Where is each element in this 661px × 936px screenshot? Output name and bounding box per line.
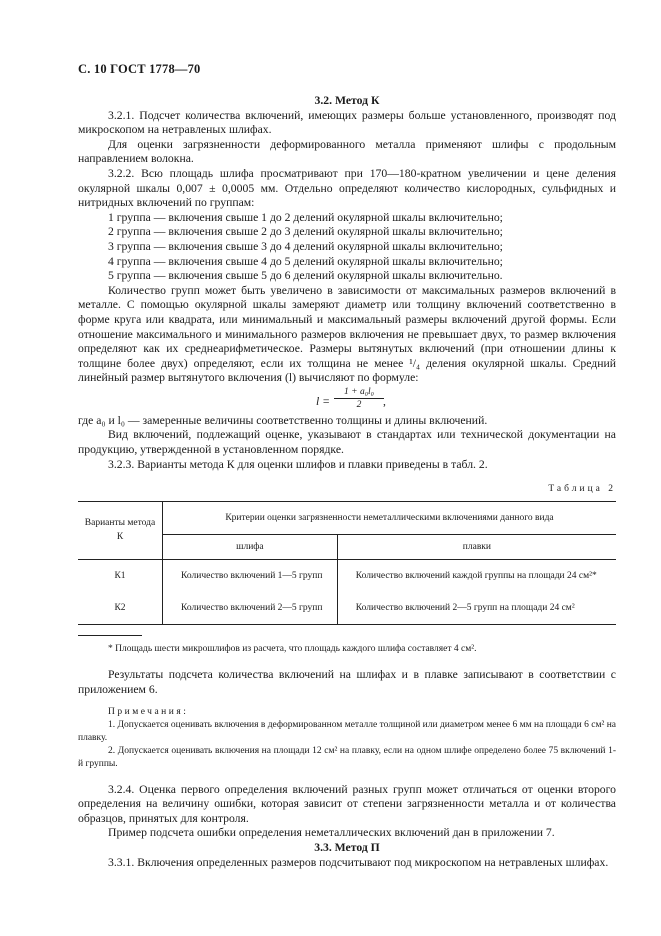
table-2: [78, 501, 616, 625]
table-row: [78, 592, 616, 625]
formula: [78, 386, 616, 414]
paragraph-3-2-4: 3.2.4. Оценка первого определения включений разных групп может отличаться от оценки второго определения на величину ошибки, которая зависит от степени загрязненности металла и от количества образцов, принятых для контроля.: [78, 782, 616, 825]
paragraph-example: Пример подсчета ошибки определения неметаллических включений дан в приложении 7.: [108, 826, 555, 840]
note-item: 1. Допускается оценивать включения в деформированном металле толщиной или диаметром менее 6 мм на площади 6 см² на плавку.: [78, 719, 616, 743]
group-item: 1 группа — включения свыше 1 до 2 делений окулярной шкалы включительно;: [108, 210, 503, 224]
paragraph-results: Результаты подсчета количества включений на шлифах и в плавке записывают в соответствии с приложением 6.: [78, 668, 616, 697]
table-footnote: * Площадь шести микрошлифов из расчета, что площадь каждого шлифа составляет 4 см².: [108, 643, 477, 654]
table-caption: Таблица 2: [548, 484, 616, 495]
header-criteria: Критерии оценки загрязненности неметаллическими включениями данного вида: [163, 501, 617, 534]
formula-comma: ,: [383, 394, 386, 408]
cell-variant: К2: [114, 602, 126, 613]
notes-block: [78, 706, 616, 771]
paragraph-where: где a₀ и l₀ — замеренные величины соответственно толщины и длины включений.: [78, 413, 488, 427]
formula-numerator: 1 + a₀l₀: [334, 386, 384, 399]
group-item: 3 группа — включения свыше 3 до 4 делений окулярной шкалы включительно;: [108, 239, 503, 253]
cell-shlif: Количество включений 2—5 групп: [163, 592, 338, 625]
page-header: С. 10 ГОСТ 1778—70: [78, 62, 201, 76]
paragraph-3-2-2: 3.2.2. Всю площадь шлифа просматривают при 170—180-кратном увеличении и цене деления окулярной шкалы 0,007 ± 0,0005 мм. Отдельно определяют количество кислородных, сульфидных и нитридных включений по группам:: [78, 166, 616, 210]
formula-denominator: 2: [356, 399, 362, 410]
cell-variant: К1: [114, 570, 126, 581]
section-title-k: 3.2. Метод К: [314, 94, 380, 107]
paragraph-group-count: Количество групп может быть увеличено в зависимости от максимальных размеров включений в металле. С помощью окулярной шкалы замеряют диаметр или толщину включений соответственно в форме круга или квадрата, или минимальный и максимальный размеры включений другой формы. Если отношение максимального и минимального размеров включения не превышает двух, то размер включения определяют как их среднеарифметическое. Размеры вытянутых включений (при отношении длины к толщине более двух) определяют, если их толщина не менее ¹/₄ деления окулярной шкалы. Средний линейный размер вытянутого включения (l) вычисляют по формуле:: [78, 283, 616, 385]
cell-plavka: Количество включений каждой группы на площади 24 см²*: [337, 559, 616, 592]
group-item: 4 группа — включения свыше 4 до 5 делений окулярной шкалы включительно;: [108, 254, 503, 268]
paragraph-deformed-metal: Для оценки загрязненности деформированного металла применяют шлифы с продольным направлением волокна.: [78, 137, 616, 166]
header-variant: Варианты метода К: [78, 501, 163, 559]
note-item: 2. Допускается оценивать включения на площади 12 см² на плавку, если на одном шлифе определено более 75 включений 1-й группы.: [78, 745, 616, 769]
formula-lhs: l =: [316, 394, 331, 408]
notes-title: Примечания:: [108, 706, 189, 717]
paragraph-3-2-1: 3.2.1. Подсчет количества включений, имеющих размеры больше установленного, производят под микроскопом на нетравленых шлифах.: [78, 108, 616, 137]
section-title-p: 3.3. Метод П: [314, 841, 380, 854]
group-item: 5 группа — включения свыше 5 до 6 делений окулярной шкалы включительно.: [108, 269, 503, 283]
footnote-rule: [78, 635, 142, 636]
document-body: [78, 94, 616, 870]
paragraph-3-2-3: 3.2.3. Варианты метода К для оценки шлифов и плавки приведены в табл. 2.: [108, 457, 488, 471]
header-plavka: плавки: [337, 534, 616, 559]
header-shlif: шлифа: [163, 534, 338, 559]
paragraph-3-3-1: 3.3.1. Включения определенных размеров подсчитывают под микроскопом на нетравленых шлифах.: [108, 855, 609, 869]
cell-shlif: Количество включений 1—5 групп: [163, 559, 338, 592]
group-item: 2 группа — включения свыше 2 до 3 делений окулярной шкалы включительно;: [108, 225, 503, 239]
cell-plavka: Количество включений 2—5 групп на площади 24 см²: [337, 592, 616, 625]
formula-fraction: [334, 386, 384, 411]
paragraph-inclusion-type: Вид включений, подлежащий оценке, указывают в стандартах или технической документации на продукцию, утвержденной в установленном порядке.: [78, 428, 616, 457]
table-row: [78, 559, 616, 592]
